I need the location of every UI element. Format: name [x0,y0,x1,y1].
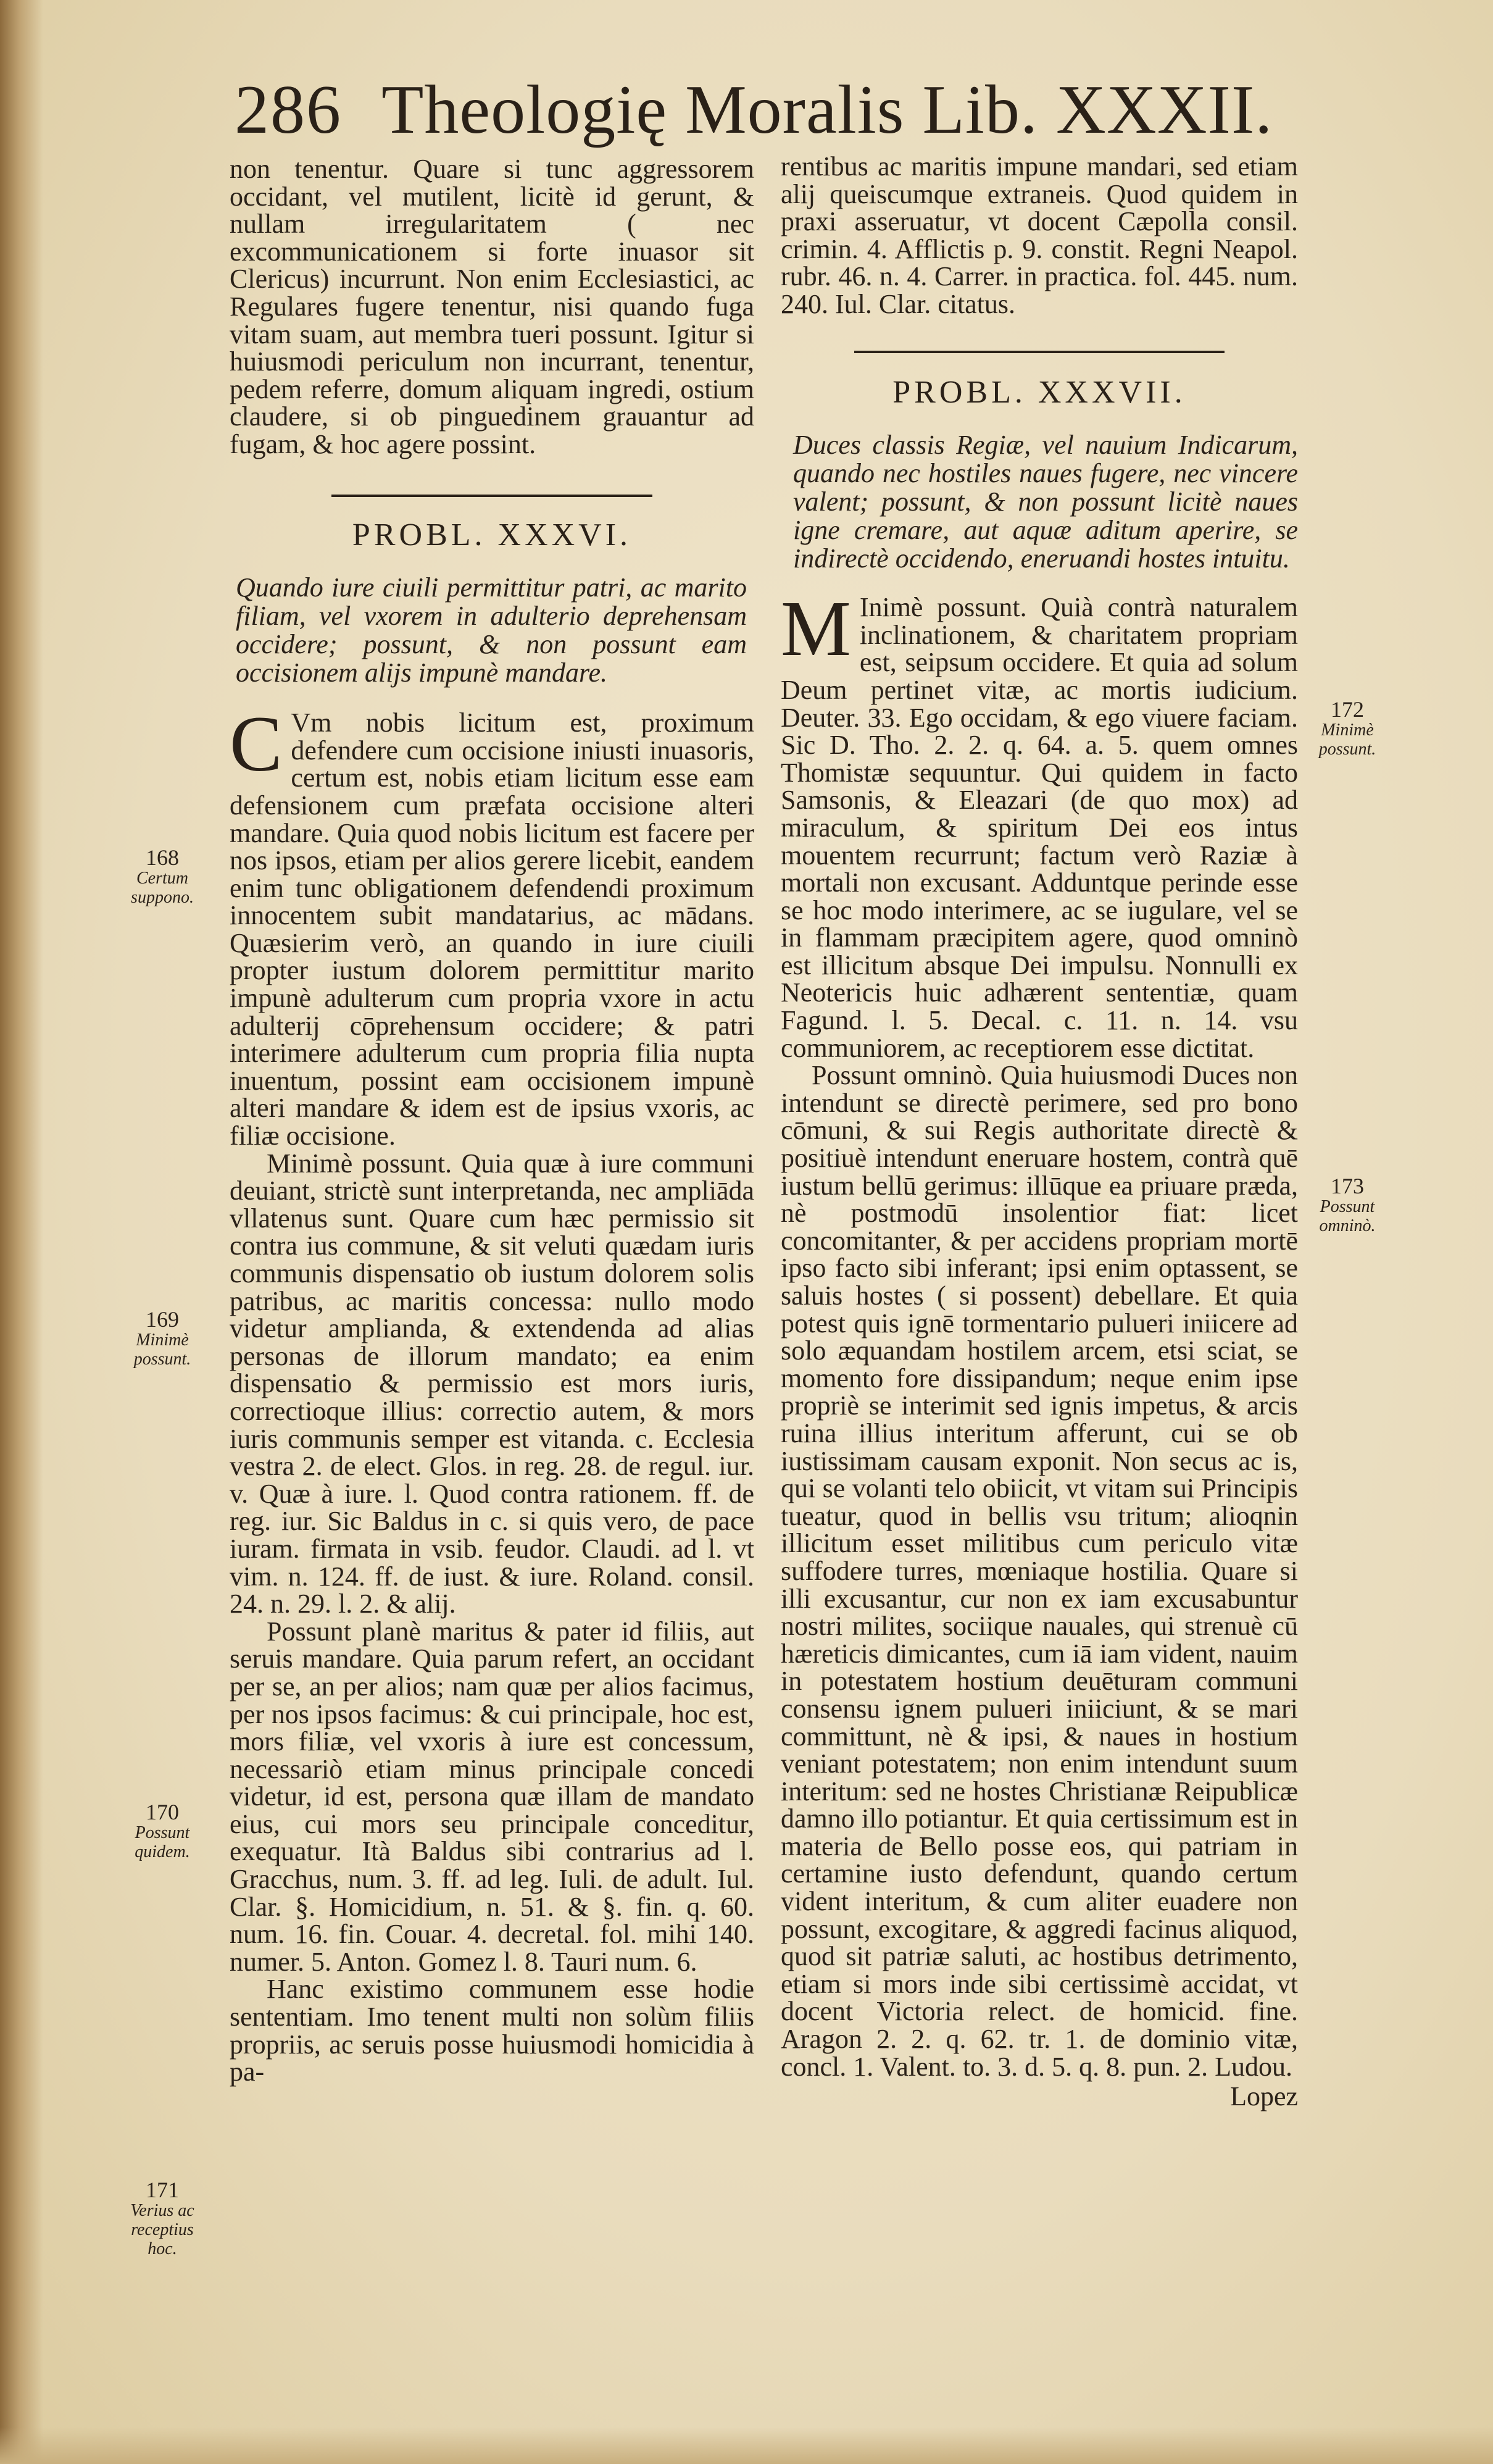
margin-note-number: 170 [146,1800,179,1824]
paragraph-173: Possunt omninò. Quia huiusmodi Duces non intendunt se directè perimere, sed pro bono cōmuni, & sui Regis authoritate directè & positiuè intendunt eneruare hostem, contrà quē iustum bellū gerimus: illūque ea priuare præda, nè postmodū insolentior fiat: licet concomitanter, & per accidens propriam mortē ipso facto sibi inferant; ipsi enim optassent, se saluis hostes ( si possent) debellare. Et quia potest quis ignē tormentario pulueri iniicere ad solo æquandam hostilem arcem, etsi sciat, se momento fore dissipandum; neque enim ipse propriè se interimit sed ignis impetus, & arcis ruina illius interitum afferunt, cui se ob iustissimam causam exponit. Non secus ac is, qui se volanti telo obiicit, vt vitam sui Principis tueatur, quod in bellis vsu tritum; alioqnin illicitum esset militibus cum periculo vitæ suffodere turres, mœniaque hostilia. Quare si illi excusantur, cur non ex iam excusabuntur nostri milites, sociique nauales, qui strenuè cū hæreticis dimicantes, cum iā iam vident, nauim in potestatem hostium deuēturam communi consensu ignem pulueri iniiciunt, & se mari committunt, nè & ipsi, & naues in hostium veniant potestatem; non enim intendunt suum interitum: sed ne hostes Christianæ Reipublicæ damno illo potiantur. Et quia certissimum est in materia de Bello posse eos, qui patriam in certamine iusto defendunt, quando certum vident interitum, & cum aliter euadere non possunt, excogitare, & aggredi facinus aliquod, quod sit patriæ saluti, ac hostibus detrimento, etiam si mors inde sibi certissimè accidat, vt docent Victoria relect. de homicid. fine. Aragon 2. 2. q. 62. tr. 1. de dominio vitæ, concl. 1. Valent. to. 3. d. 5. q. 8. pun. 2. Ludou. [781,1060,1298,2082]
margin-note-label: Possunt omninò. [1319,1197,1376,1235]
running-title: Theologię Moralis Lib. XXXII. [381,72,1273,148]
margin-note-number: 172 [1331,697,1364,722]
paragraph-168-text: Vm nobis licitum est, proximum defendere cum occisione iniusti inuasoris, certum est, nobis etiam licitum esse eam defensionem cum præfata occisione alteri mandare. Quia quod nobis licitum est facere per nos ipsos, etiam per alios gerere licebit, eandem enim tunc obligationem defendendi proximum innocentem subit mandatarius, ac mādans. Quæsierim verò, an quando in iure ciuili propter iustum dolorem permittitur marito impunè adulterum cum propria vxore in actu adulterij cōprehensum occidere; & patri interimere adulterum cum propria filia nupta inuentum, possint eam occisionem impunè alteri mandare & idem est de ipsius vxoris, ac filiæ occisione. [230,708,754,1151]
paragraph-171: Hanc existimo communem esse hodie sententiam. Imo tenent multi non solùm filiis propriis, ac seruis posse huiusmodi homicidia à pa- [230,1974,754,2087]
paragraph-169: Minimè possunt. Quia quæ à iure communi deuiant, strictè sunt interpretanda, nec ampliāda vllatenus sunt. Quare cum hæc permissio sit contra ius commune, & sit veluti quædam iuris communis dispensatio ob iustum dolorem solis patribus, ac maritis concessa: nullo modo videtur amplianda, & extendenda ad alias personas de illorum mandato; ea enim dispensatio & permissio est mors iuris, correctioque illius: correctio autem, & mors iuris communis semper est vitanda. c. Ecclesia vestra 2. de elect. Glos. in reg. 28. de regul. iur. v. Quæ à iure. l. Quod contra rationem. ff. de reg. iur. Sic Baldus in c. si quis vero, de pace iuram. firmata in vsib. feudor. Claudi. ad l. vt vim. n. 124. ff. de iust. & iure. Roland. consil. 24. n. 29. l. 2. & alij. [230,1148,754,1619]
paragraph-170: Possunt planè maritus & pater id filiis, aut seruis mandare. Quia parum refert, an occidant per se, an per alios; nam quæ per alios facimus, per nos ipsos facimus: & cui principale, hoc est, mors filiæ, vel vxoris à iure est concessum, necessariò etiam minus principale concedi videtur, id est, persona quæ illam de mandato eius, cui mors seu principale conceditur, exequatur. Ità Baldus sibi contrarius ad l. Gracchus, num. 3. ff. ad leg. Iuli. de adult. Iul. Clar. §. Homicidium, n. 51. & §. fin. q. 60. num. 16. fin. Couar. 4. decretal. fol. mihi 140. numer. 5. Anton. Gomez l. 8. Tauri num. 6. [230,1616,754,1977]
margin-note-number: 169 [146,1307,179,1332]
margin-note-number: 168 [146,845,179,870]
problem-heading-36: PROBL. XXXVI. [352,517,632,553]
section-divider [854,351,1225,353]
section-divider [331,495,652,497]
drop-cap-c: C [230,700,283,788]
margin-note-number: 173 [1331,1174,1364,1198]
margin-note-172 [1301,699,1394,759]
margin-note-label: Possunt quidem. [135,1823,190,1861]
left-column [230,156,754,2086]
left-continuation-text: non tenentur. Quare si tunc aggressorem occidant, vel mutilent, licitè id gerunt, & nullam irregularitatem ( nec excommunicationem si forte inuasor sit Clericus) incurrunt. Non enim Ecclesiastici, ac Regulares fugere tenentur, nisi quando fuga vitam suam, aut membra tueri possunt. Igitur si huiusmodi periculum non incurrant, tenentur, pedem referre, domum aliquam ingredi, ostium claudere, si ob pinguedinem grauantur ad fugam, & hoc agere possint. [230,154,754,459]
problem-summary-36: Quando iure ciuili permittitur patri, ac marito filiam, vel vxorem in adulterio deprehensam occidere; possunt, & non possunt eam occisionem alijs impunè mandare. [236,572,747,688]
margin-note-label: Verius ac receptius hoc. [130,2201,194,2258]
page-binding-shadow [0,0,43,2464]
margin-note-label: Minimè possunt. [133,1330,191,1369]
margin-note-173 [1301,1176,1394,1235]
margin-note-label: Certum suppono. [131,869,194,907]
paragraph-168 [230,700,754,1151]
drop-cap-m: M [781,585,851,673]
paragraph-172-text: Inimè possunt. Quià contrà naturalem inclinationem, & charitatem propriam est, seipsum occidere. Et quia ad solum Deum pertinet vitæ, ac mortis iudicium. Deuter. 33. Ego occidam, & ego viuere faciam. Sic D. Tho. 2. 2. q. 64. a. 5. quem omnes Thomistæ sequuntur. Qui quidem in facto Samsonis, & Eleazari (de quo mox) ad miraculum, & spiritum Dei eos intus mouentem recurrunt; factum verò Raziæ à mortali non excusant. Adduntque perinde esse se hoc modo interimere, ac se iugulare, vel se in flammam præcipitem agere, quod omninò est illicitum absque Dei impulsu. Nonnulli ex Neotericis huic adhærent sententiæ, quam Fagund. l. 5. Decal. c. 11. n. 14. vsu communiorem, ac receptiorem esse dictitat. [781,592,1298,1063]
right-column [781,153,1298,2111]
margin-note-number: 171 [146,2178,179,2202]
catchword: Lopez [1230,2081,1298,2112]
problem-heading-37: PROBL. XXXVII. [892,374,1186,410]
margin-note-168 [116,847,209,907]
margin-note-label: Minimè possunt. [1318,720,1376,759]
page-number: 286 [235,72,342,148]
margin-note-171 [116,2179,209,2258]
margin-note-170 [116,1802,209,1861]
page-bottom-edge [0,2427,1493,2464]
running-header [235,67,1284,153]
margin-note-169 [116,1309,209,1369]
paragraph-172 [781,585,1298,1063]
problem-summary-37: Duces classis Regiæ, vel nauium Indicarum, quando nec hostiles naues fugere, nec vincere valent; possunt, & non possunt licitè naues igne cremare, aut aquæ aditum aperire, se indirectè occidendo, eneruandi hostes intuitu. [793,430,1298,574]
right-continuation-text: rentibus ac maritis impune mandari, sed etiam alij queiscumque extraneis. Quod quidem in praxi asseruatur, vt docent Cæpolla consil. crimin. 4. Afflictis p. 9. constit. Regni Neapol. rubr. 46. n. 4. Carrer. in practica. fol. 445. num. 240. Iul. Clar. citatus. [781,151,1298,319]
